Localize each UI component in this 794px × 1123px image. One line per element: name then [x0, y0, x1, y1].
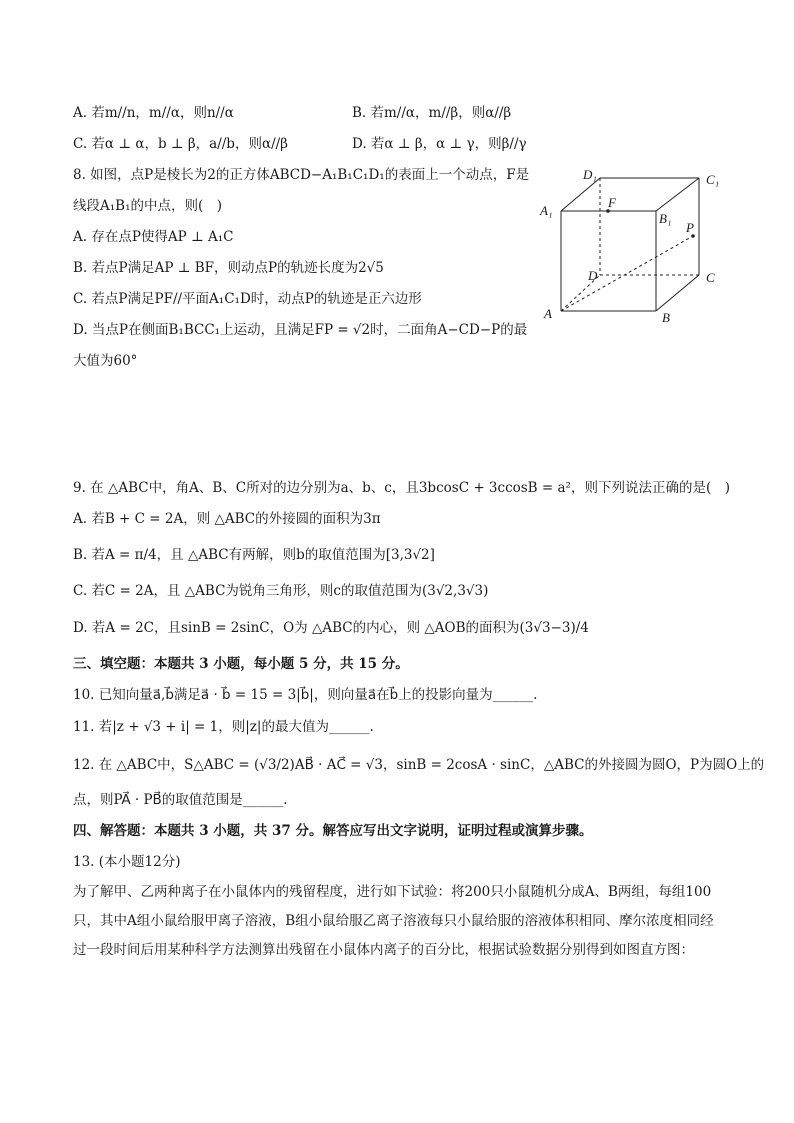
edge-b1c1 — [656, 178, 699, 211]
q7-option-b: B. 若m//α，m//β，则α//β — [352, 105, 512, 121]
q13-title: 13. (本小题12分) — [73, 854, 181, 870]
q9-option-c: C. 若C = 2A，且 △ABC为锐角三角形，则c的取值范围为(3√2,3√3) — [73, 583, 489, 599]
cube-figure — [535, 160, 735, 330]
q8-option-d-line1: D. 当点P在侧面B₁BCC₁上运动，且满足FP = √2时，二面角A−CD−P的最 — [73, 322, 528, 338]
segment-ap — [561, 236, 693, 311]
q9-option-b: B. 若A = π/4，且 △ABC有两解，则b的取值范围为[3,3√2] — [73, 547, 435, 563]
label-d: D — [588, 268, 598, 283]
q9-stem: 9. 在 △ABC中，角A、B、C所对的边分别为a、b、c，且3bcosC + 3ccosB = a²，则下列说法正确的是( ) — [73, 480, 730, 496]
q8-stem-line1: 8. 如图，点P是棱长为2的正方体ABCD−A₁B₁C₁D₁的表面上一个动点，F是 — [73, 167, 530, 183]
q9-option-a: A. 若B + C = 2A，则 △ABC的外接圆的面积为3π — [73, 511, 381, 527]
q8-option-c: C. 若点P满足PF//平面A₁C₁D时，动点P的轨迹是正六边形 — [73, 291, 422, 307]
label-c: C — [706, 270, 715, 285]
q8-option-d-line2: 大值为60° — [73, 353, 138, 369]
label-a1: A₁ — [540, 203, 553, 218]
label-b: B — [662, 310, 670, 325]
label-b1: B₁ — [659, 211, 672, 226]
q8-option-a: A. 存在点P使得AP ⊥ A₁C — [73, 229, 234, 245]
q7-option-a: A. 若m//n，m//α，则n//α — [73, 105, 234, 121]
q7-option-d: D. 若α ⊥ β，α ⊥ γ，则β//γ — [352, 136, 527, 152]
label-p: P — [686, 220, 694, 235]
q11-text: 11. 若|z + √3 + i| = 1，则|z|的最大值为______. — [73, 719, 374, 735]
q12-line2: 点，则PA⃗ · PB⃗的取值范围是______. — [73, 792, 288, 808]
q8-option-b: B. 若点P满足AP ⊥ BF，则动点P的轨迹长度为2√5 — [73, 260, 384, 276]
section3-heading: 三、填空题：本题共 3 小题，每小题 5 分，共 15 分。 — [73, 656, 409, 672]
section4-heading: 四、解答题：本题共 3 小题，共 37 分。解答应写出文字说明，证明过程或演算步骤。 — [73, 823, 593, 839]
q12-line1: 12. 在 △ABC中，S△ABC = (√3/2)AB⃗ · AC⃗ = √3，sinB = 2cosA · sinC，△ABC的外接圆为圆O，P为圆O上的 — [73, 757, 765, 773]
q13-body: 为了解甲、乙两种离子在小鼠体内的残留程度，进行如下试验：将200只小鼠随机分成A、B两组，每组100只，其中A组小鼠给服甲离子溶液，B组小鼠给服乙离子溶液每只小鼠给服的溶液体积相同、摩尔浓度相同经过一段时间后用某种科学方法测算出残留在小鼠体内离子的百分比，根据试验数据分别得到如图直方图： — [73, 884, 714, 958]
edge-a1d1 — [561, 178, 600, 211]
label-c1: C₁ — [706, 172, 720, 187]
label-a: A — [544, 306, 552, 321]
q8-stem-line2: 线段A₁B₁的中点，则( ) — [73, 198, 223, 214]
edge-bc — [656, 275, 699, 311]
label-f: F — [608, 195, 616, 210]
q10-text: 10. 已知向量a⃗,b⃗满足a⃗ · b⃗ = 15 = 3|b⃗|，则向量a⃗在b⃗上的投影向量为______. — [73, 687, 538, 703]
q9-option-d: D. 若A = 2C，且sinB = 2sinC，O为 △ABC的内心，则 △AOB的面积为(3√3−3)/4 — [73, 620, 589, 636]
q7-option-c: C. 若α ⊥ α，b ⊥ β，a//b，则α//β — [73, 136, 288, 152]
label-d1: D₁ — [583, 167, 597, 182]
